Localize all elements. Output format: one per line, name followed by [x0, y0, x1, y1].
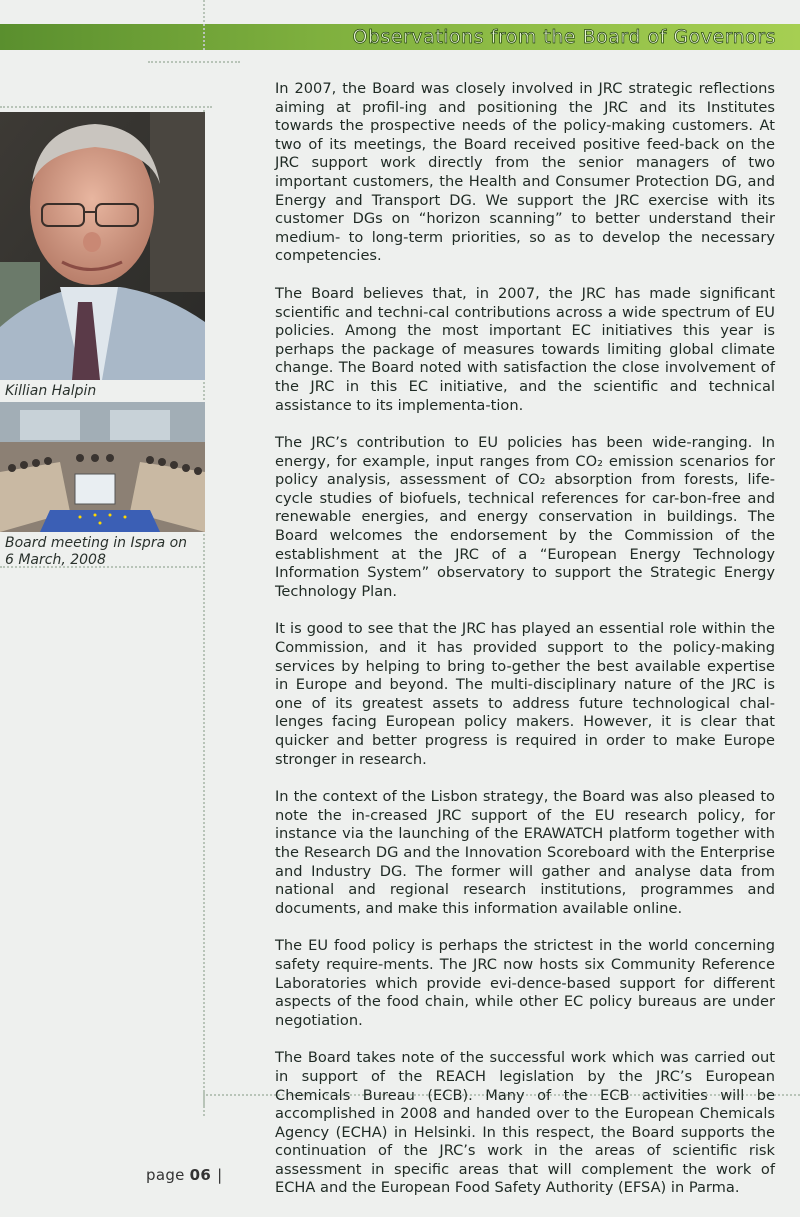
paragraph: In the context of the Lisbon strategy, the Board was also pleased to note the in-creased JRC support of the EU research policy, for instance via the launching of the ERAWATCH platform together with the Research DG and the Innovation Scoreboard with the Enterprise and Industry DG. The former will gather and analyse data from national and regional research institutions, programmes and documents, and make this information available online.	[275, 788, 775, 917]
divider-photo-top	[0, 106, 212, 108]
paragraph: In 2007, the Board was closely involved in JRC strategic reflections aiming at profil-ing and positioning the JRC and its Institutes towards the prospective needs of the policy-making customers. At two of its meetings, the Board received positive feed-back on the JRC support work directly from the senior managers of two important customers, the Health and Consumer Protection DG, and Energy and Transport DG. We support the JRC exercise with its customer DGs on “horizon scanning” to better understand their medium- to long-term priorities, so as to develop the necessary competencies.	[275, 80, 775, 265]
paragraph: The EU food policy is perhaps the strictest in the world concerning safety require-ments. The JRC now hosts six Community Reference Laboratories which provide evi-dence-based support for different aspects of the food chain, while other EC policy bureaus are under negotiation.	[275, 937, 775, 1029]
divider-bottom-tick	[203, 1092, 205, 1106]
paragraph: It is good to see that the JRC has played an essential role within the Commission, and it has provided support to the policy-making services by helping to bring to-gether the best available expertise in Europe and beyond. The multi-disciplinary nature of the JRC is one of its greatest assets to address future technological chal-lenges facing European policy makers. However, it is clear that quicker and better progress is required in order to make Europe stronger in research.	[275, 620, 775, 768]
portrait-photo	[0, 112, 205, 380]
section-title: Observations from the Board of Governors	[352, 26, 776, 48]
page-separator: |	[217, 1166, 223, 1184]
meeting-caption	[5, 535, 187, 569]
paragraph: The Board believes that, in 2007, the JRC has made significant scientific and techni-cal contributions across a wide spectrum of EU policies. Among the most important EC initiatives this year is perhaps the package of measures towards limiting global climate change. The Board noted with satisfaction the close involvement of the JRC in this EC initiative, and the scientific and technical assistance to its implementa-tion.	[275, 284, 775, 414]
meeting-photo	[0, 402, 205, 532]
article-body	[275, 80, 775, 1217]
divider-vertical	[203, 0, 205, 50]
meeting-caption-line2: 6 March, 2008	[5, 552, 106, 568]
portrait-caption: Killian Halpin	[5, 383, 97, 399]
meeting-caption-line1: Board meeting in Ispra on	[5, 535, 188, 551]
paragraph: The Board takes note of the successful work which was carried out in support of the REACH legislation by the JRC’s European Chemicals Bureau (ECB). Many of the ECB activities will be accomplished in 2008 and handed over to the European Chemicals Agency (ECHA) in Helsinki. In this respect, the Board supports the continuation of the JRC’s work in the areas of scientific risk assessment in specific areas that will complement the work of ECHA and the European Food Safety Authority (EFSA) in Parma.	[275, 1049, 775, 1197]
divider-top-left	[148, 61, 240, 63]
paragraph: The JRC’s contribution to EU policies has been wide-ranging. In energy, for example, input ranges from CO₂ emission scenarios for policy analysis, assessment of CO₂ absorption from forests, life-cycle studies of biofuels, technical references for car-bon-free and renewable energies, and energy conservation in buildings. The Board welcomes the endorsement by the Commission of the establishment at the JRC of a “European Energy Technology Information System” observatory to support the Strategic Energy Technology Plan.	[275, 434, 775, 600]
page-number: 06	[189, 1166, 212, 1184]
page-number-label	[146, 1166, 223, 1184]
page-word: page	[146, 1166, 185, 1184]
